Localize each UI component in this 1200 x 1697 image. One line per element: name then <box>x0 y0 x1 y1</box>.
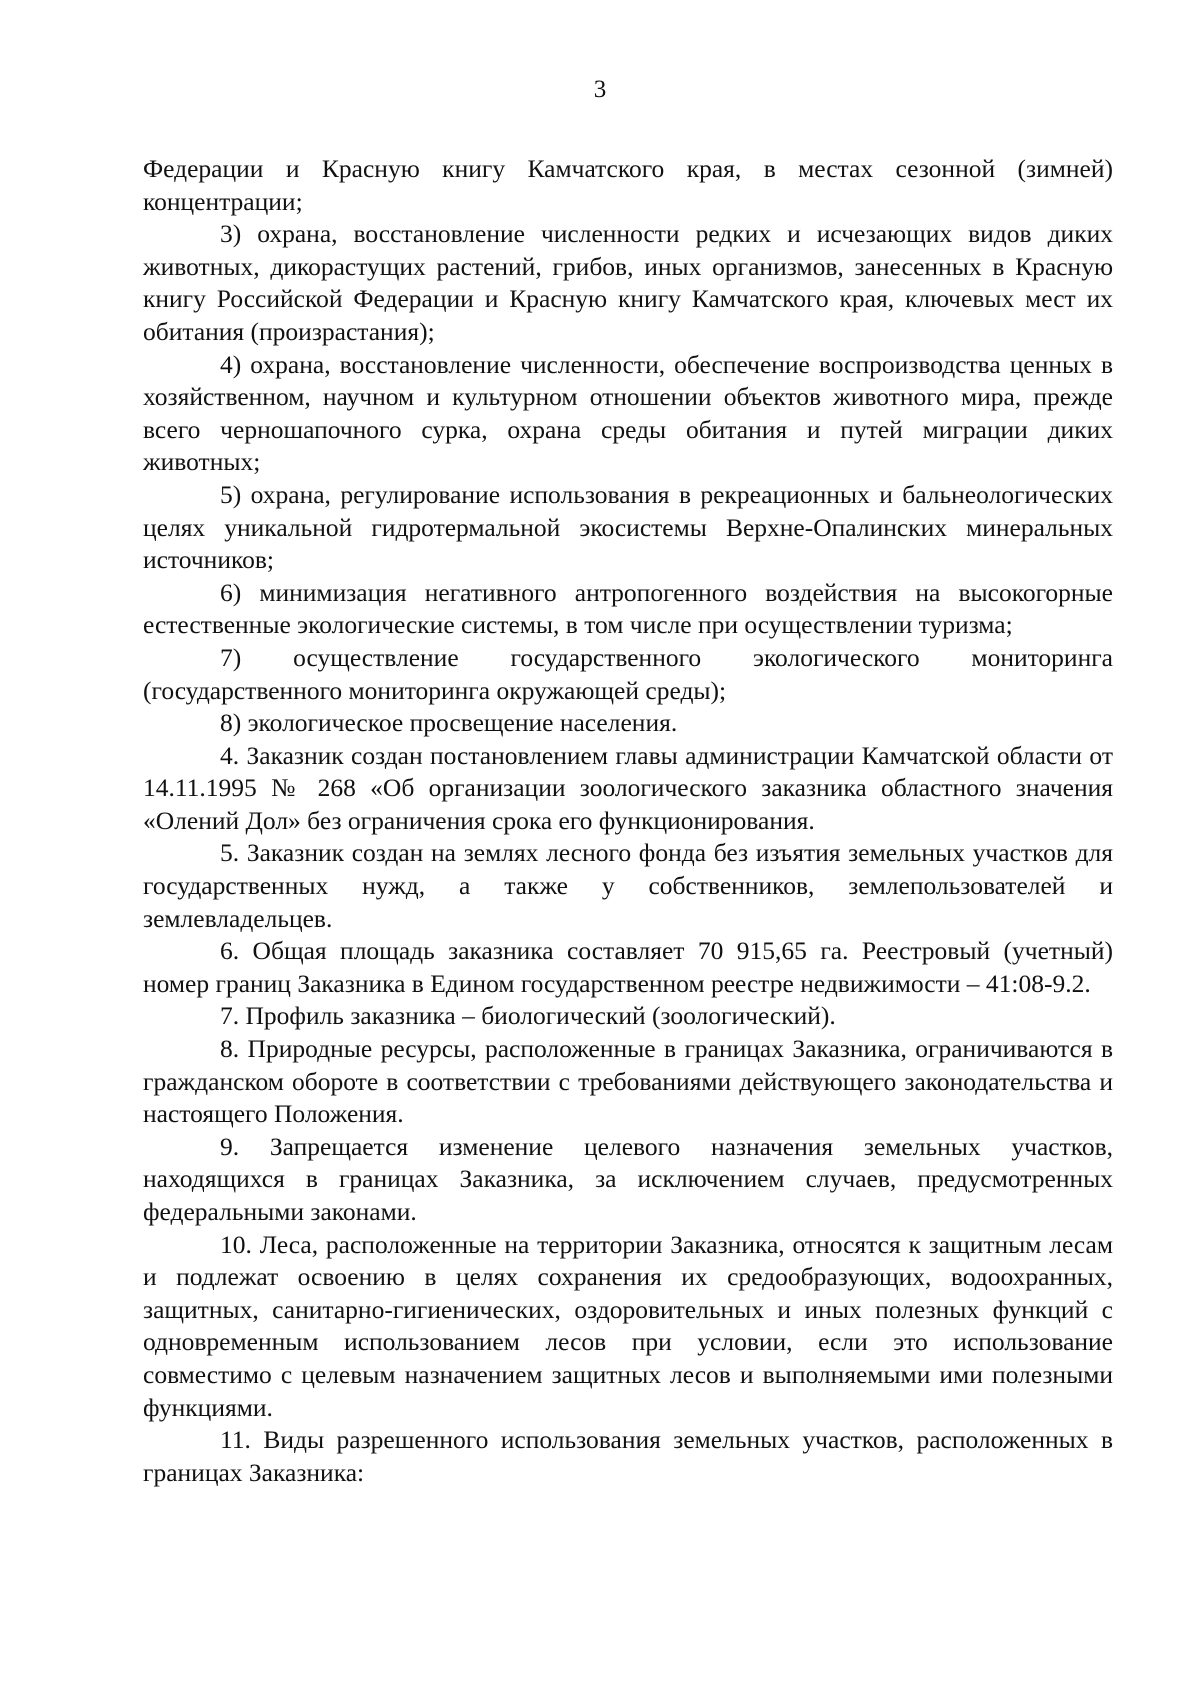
page-number: 3 <box>593 76 607 103</box>
paragraph-item-5: 5) охрана, регулирование использования в рекреационных и бальнеологических целях уникальной гидротермальной экосистемы Верхне-Опалинских минеральных источников; <box>143 479 1113 575</box>
paragraph-item-8: 8) экологическое просвещение населения. <box>220 708 678 738</box>
paragraph-item-3: 3) охрана, восстановление численности редких и исчезающих видов диких животных, дикорастущих растений, грибов, иных организмов, занесенных в Красную книгу Российской Федерации и Красную книгу Камчатского края, ключевых мест их обитания (произрастания); <box>143 219 1113 346</box>
paragraph-clause-6: 6. Общая площадь заказника составляет 70 915,65 га. Реестровый (учетный) номер границ Заказника в Едином государственном реестре недвижимости – 41:08-9.2. <box>143 936 1113 998</box>
paragraph-clause-4: 4. Заказник создан постановлением главы администрации Камчатской области от 14.11.1995 № 268 «Об организации зоологического заказника областного значения «Олений Дол» без ограничения срока его функционирования. <box>143 740 1113 835</box>
paragraph-clause-11: 11. Виды разрешенного использования земельных участков, расположенных в границах Заказника: <box>143 1425 1113 1487</box>
paragraph-item-7: 7) осуществление государственного экологического мониторинга (государственного мониторинга окружающей среды); <box>143 642 1113 705</box>
paragraph-clause-8: 8. Природные ресурсы, расположенные в границах Заказника, ограничиваются в гражданском обороте в соответствии с требованиями действующего законодательства и настоящего Положения. <box>143 1034 1113 1129</box>
paragraph-clause-7: 7. Профиль заказника – биологический (зоологический). <box>220 1001 836 1031</box>
document-body <box>143 153 1113 1489</box>
paragraph-continuation: Федерации и Красную книгу Камчатского края, в местах сезонной (зимней) концентрации; <box>143 154 1113 216</box>
paragraph-item-6: 6) минимизация негативного антропогенного воздействия на высокогорные естественные экологические системы, в том числе при осуществлении туризма; <box>143 577 1113 640</box>
paragraph-clause-5: 5. Заказник создан на землях лесного фонда без изъятия земельных участков для государственных нужд, а также у собственников, землепользователей и землевладельцев. <box>143 838 1113 933</box>
paragraph-clause-10: 10. Леса, расположенные на территории Заказника, относятся к защитным лесам и подлежат освоению в целях сохранения их средообразующих, водоохранных, защитных, санитарно-гигиенических, оздоровительных и иных полезных функций с одновременным использованием лесов при условии, если это использование совместимо с целевым назначением защитных лесов и выполняемыми ими полезными функциями. <box>143 1229 1113 1422</box>
paragraph-item-4: 4) охрана, восстановление численности, обеспечение воспроизводства ценных в хозяйственном, научном и культурном отношении объектов животного мира, прежде всего черношапочного сурка, охрана среды обитания и путей миграции диких животных; <box>143 349 1113 477</box>
paragraph-clause-9: 9. Запрещается изменение целевого назначения земельных участков, находящихся в границах Заказника, за исключением случаев, предусмотренных федеральными законами. <box>143 1131 1113 1226</box>
